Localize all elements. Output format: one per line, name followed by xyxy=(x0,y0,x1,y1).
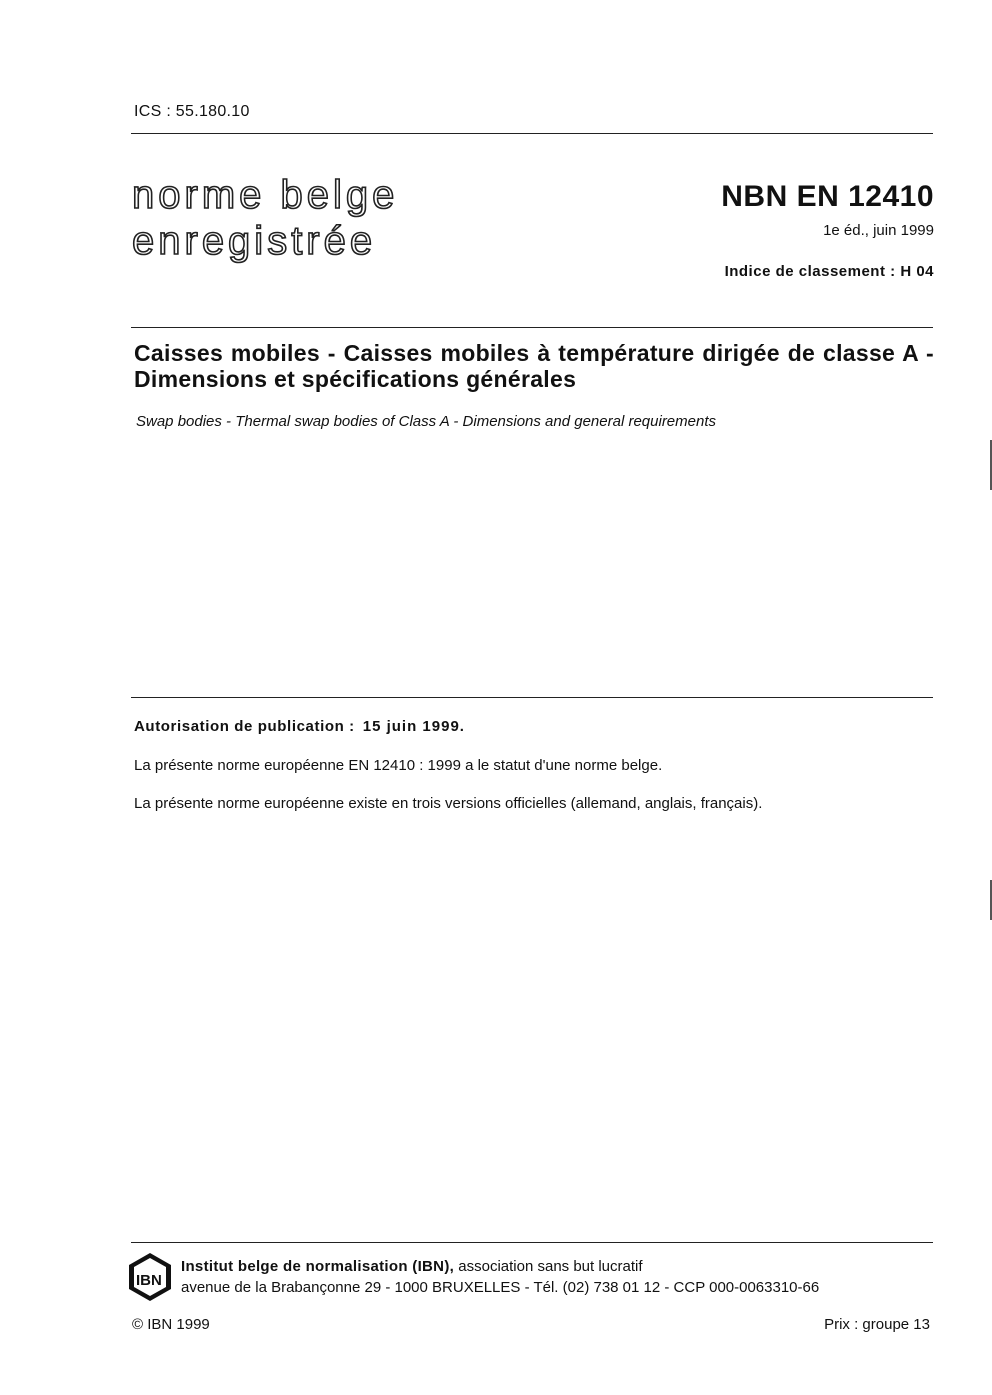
norme-belge-heading xyxy=(132,172,398,264)
svg-text:IBN: IBN xyxy=(136,1272,162,1289)
classement xyxy=(725,263,934,280)
classement-label: Indice de classement : xyxy=(724,263,896,280)
divider-publication xyxy=(131,697,933,698)
norme-line-2: enregistrée xyxy=(132,219,377,263)
publication-date: 15 juin 1999. xyxy=(362,718,465,735)
norme-line-1: norme belge xyxy=(132,173,399,217)
ics-code: ICS : 55.180.10 xyxy=(134,103,250,120)
title-french: Caisses mobiles - Caisses mobiles à température dirigée de classe A - Dimensions et spécifications générales xyxy=(134,340,934,392)
ibn-logo-icon xyxy=(128,1252,172,1302)
institute-description: association sans but lucratif xyxy=(454,1258,643,1275)
title-english: Swap bodies - Thermal swap bodies of Class A - Dimensions and general requirements xyxy=(136,413,716,430)
divider-top xyxy=(131,133,933,134)
copyright: © IBN 1999 xyxy=(132,1316,210,1333)
divider-title xyxy=(131,327,933,328)
classement-value: H 04 xyxy=(900,263,934,280)
edition: 1e éd., juin 1999 xyxy=(823,222,934,239)
status-paragraph: La présente norme européenne EN 12410 : 1999 a le statut d'une norme belge. xyxy=(134,757,663,774)
versions-paragraph: La présente norme européenne existe en trois versions officielles (allemand, anglais, français). xyxy=(134,795,763,812)
institute-name: Institut belge de normalisation (IBN), xyxy=(181,1258,455,1275)
publication-label: Autorisation de publication : xyxy=(134,718,355,735)
publication-authorization xyxy=(134,718,465,735)
institute-info xyxy=(181,1256,819,1298)
divider-footer xyxy=(131,1242,933,1243)
institute-address: avenue de la Brabançonne 29 - 1000 BRUXELLES - Tél. (02) 738 01 12 - CCP 000-0063310-66 xyxy=(181,1279,820,1296)
standard-code: NBN EN 12410 xyxy=(721,180,934,213)
price-group: Prix : groupe 13 xyxy=(824,1316,930,1333)
